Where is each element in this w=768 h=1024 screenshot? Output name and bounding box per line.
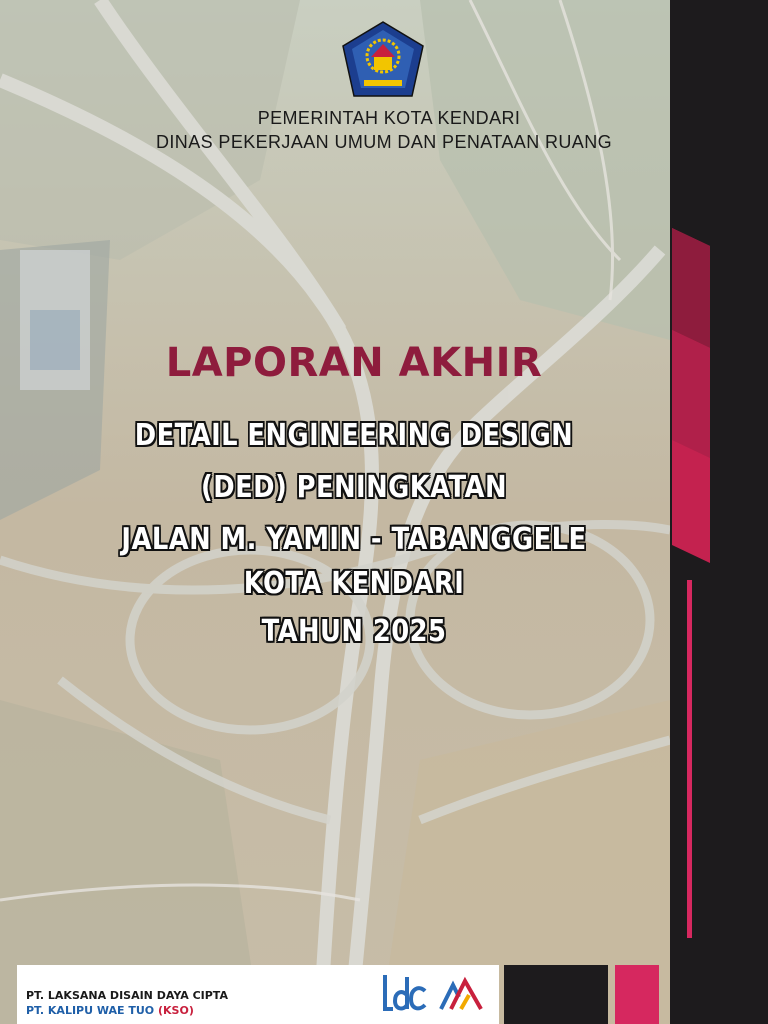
subtitle-line-2: (DED) PENINGKATAN: [201, 470, 507, 505]
ldc-logo-icon: [379, 969, 429, 1017]
government-line-1: PEMERINTAH KOTA KENDARI: [257, 108, 521, 128]
company-1-name: PT. LAKSANA DISAIN DAYA CIPTA: [26, 989, 228, 1002]
company-2-suffix: (KSO): [158, 1004, 194, 1017]
subtitle-line-4: KOTA KENDARI: [243, 566, 465, 601]
footer-dark-block: [504, 965, 608, 1024]
footer-accent-block: [615, 965, 659, 1024]
accent-block: [672, 228, 710, 563]
report-title: LAPORAN AKHIR: [165, 340, 543, 386]
kota-kendari-emblem-icon: [340, 20, 426, 100]
company-2: [26, 1004, 194, 1017]
government-line-2: DINAS PEKERJAAN UMUM DAN PENATAAN RUANG: [156, 132, 612, 152]
subtitle-line-3: JALAN M. YAMIN - TABANGGELE: [121, 522, 587, 557]
company-2-name: PT. KALIPU WAE TUO: [26, 1004, 155, 1017]
kwt-logo-icon: [437, 971, 485, 1015]
subtitle-line-5: TAHUN 2025: [261, 614, 447, 649]
accent-line: [687, 580, 692, 938]
footer-company-panel: [17, 965, 499, 1024]
subtitle-line-1: DETAIL ENGINEERING DESIGN: [134, 418, 574, 453]
